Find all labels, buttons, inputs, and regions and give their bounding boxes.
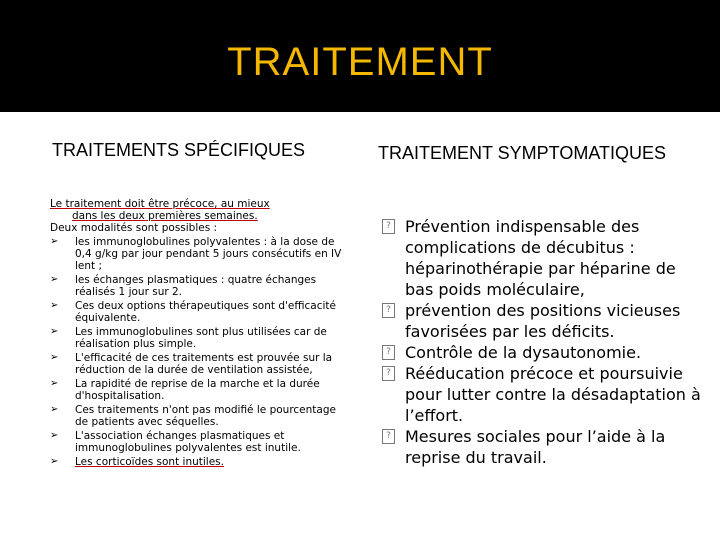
missing-glyph-bullet-icon: ? xyxy=(382,345,395,360)
list-item: ➢ Ces deux options thérapeutiques sont d'efficacité équivalente. xyxy=(50,300,336,324)
list-item: ➢ Ces traitements n'ont pas modifié le pourcentage de patients avec séquelles. xyxy=(50,404,336,428)
arrow-bullet-icon: ➢ xyxy=(50,378,59,389)
arrow-bullet-icon: ➢ xyxy=(50,326,59,337)
missing-glyph-bullet-icon: ? xyxy=(382,219,395,234)
slide-title: TRAITEMENT xyxy=(227,40,493,84)
list-item: ➢ Les immunoglobulines sont plus utilisées car de réalisation plus simple. xyxy=(50,326,327,350)
arrow-bullet-icon: ➢ xyxy=(50,456,59,467)
list-item: ➢ L'efficacité de ces traitements est prouvée sur la réduction de la durée de ventilation assistée, xyxy=(50,352,333,376)
modalities-line: Deux modalités sont possibles : xyxy=(50,222,218,234)
list-item: ? Mesures sociales pour l’aide à la reprise du travail. xyxy=(382,426,702,468)
right-column-heading: TRAITEMENT SYMPTOMATIQUES xyxy=(378,143,667,163)
intro-line-1: Le traitement doit être précoce, au mieux xyxy=(50,198,270,210)
intro-line-2: dans les deux premières semaines. xyxy=(72,210,258,222)
list-item: ➢ La rapidité de reprise de la marche et la durée d'hospitalisation. xyxy=(50,378,320,402)
missing-glyph-bullet-icon: ? xyxy=(382,366,395,381)
arrow-bullet-icon: ➢ xyxy=(50,236,59,247)
missing-glyph-bullet-icon: ? xyxy=(382,429,395,444)
arrow-bullet-icon: ➢ xyxy=(50,274,59,285)
missing-glyph-bullet-icon: ? xyxy=(382,303,395,318)
list-item: ➢ Les corticoïdes sont inutiles. xyxy=(50,456,224,468)
list-item: ➢ les échanges plasmatiques : quatre échanges réalisés 1 jour sur 2. xyxy=(50,274,317,298)
list-item: ? Rééducation précoce et poursuivie pour lutter contre la désadaptation à l’effort. xyxy=(382,363,702,426)
specific-treatment-list xyxy=(50,236,350,468)
list-item: ? prévention des positions vicieuses favorisées par les déficits. xyxy=(382,300,702,342)
list-item: ➢ L'association échanges plasmatiques et immunoglobulines polyvalentes est inutile. xyxy=(50,430,301,454)
left-column-heading: TRAITEMENTS SPÉCIFIQUES xyxy=(52,140,306,160)
list-item: ➢ les immunoglobulines polyvalentes : à la dose de 0,4 g/kg par jour pendant 5 jours consécutifs en IV lent ; xyxy=(50,236,342,272)
arrow-bullet-icon: ➢ xyxy=(50,404,59,415)
symptomatic-treatment-list xyxy=(382,216,702,468)
arrow-bullet-icon: ➢ xyxy=(50,352,59,363)
list-item: ? Prévention indispensable des complications de décubitus : héparinothérapie par héparine de bas poids moléculaire, xyxy=(382,216,702,300)
list-item: ? Contrôle de la dysautonomie. xyxy=(382,342,702,363)
arrow-bullet-icon: ➢ xyxy=(50,300,59,311)
arrow-bullet-icon: ➢ xyxy=(50,430,59,441)
left-column-body xyxy=(50,198,350,468)
